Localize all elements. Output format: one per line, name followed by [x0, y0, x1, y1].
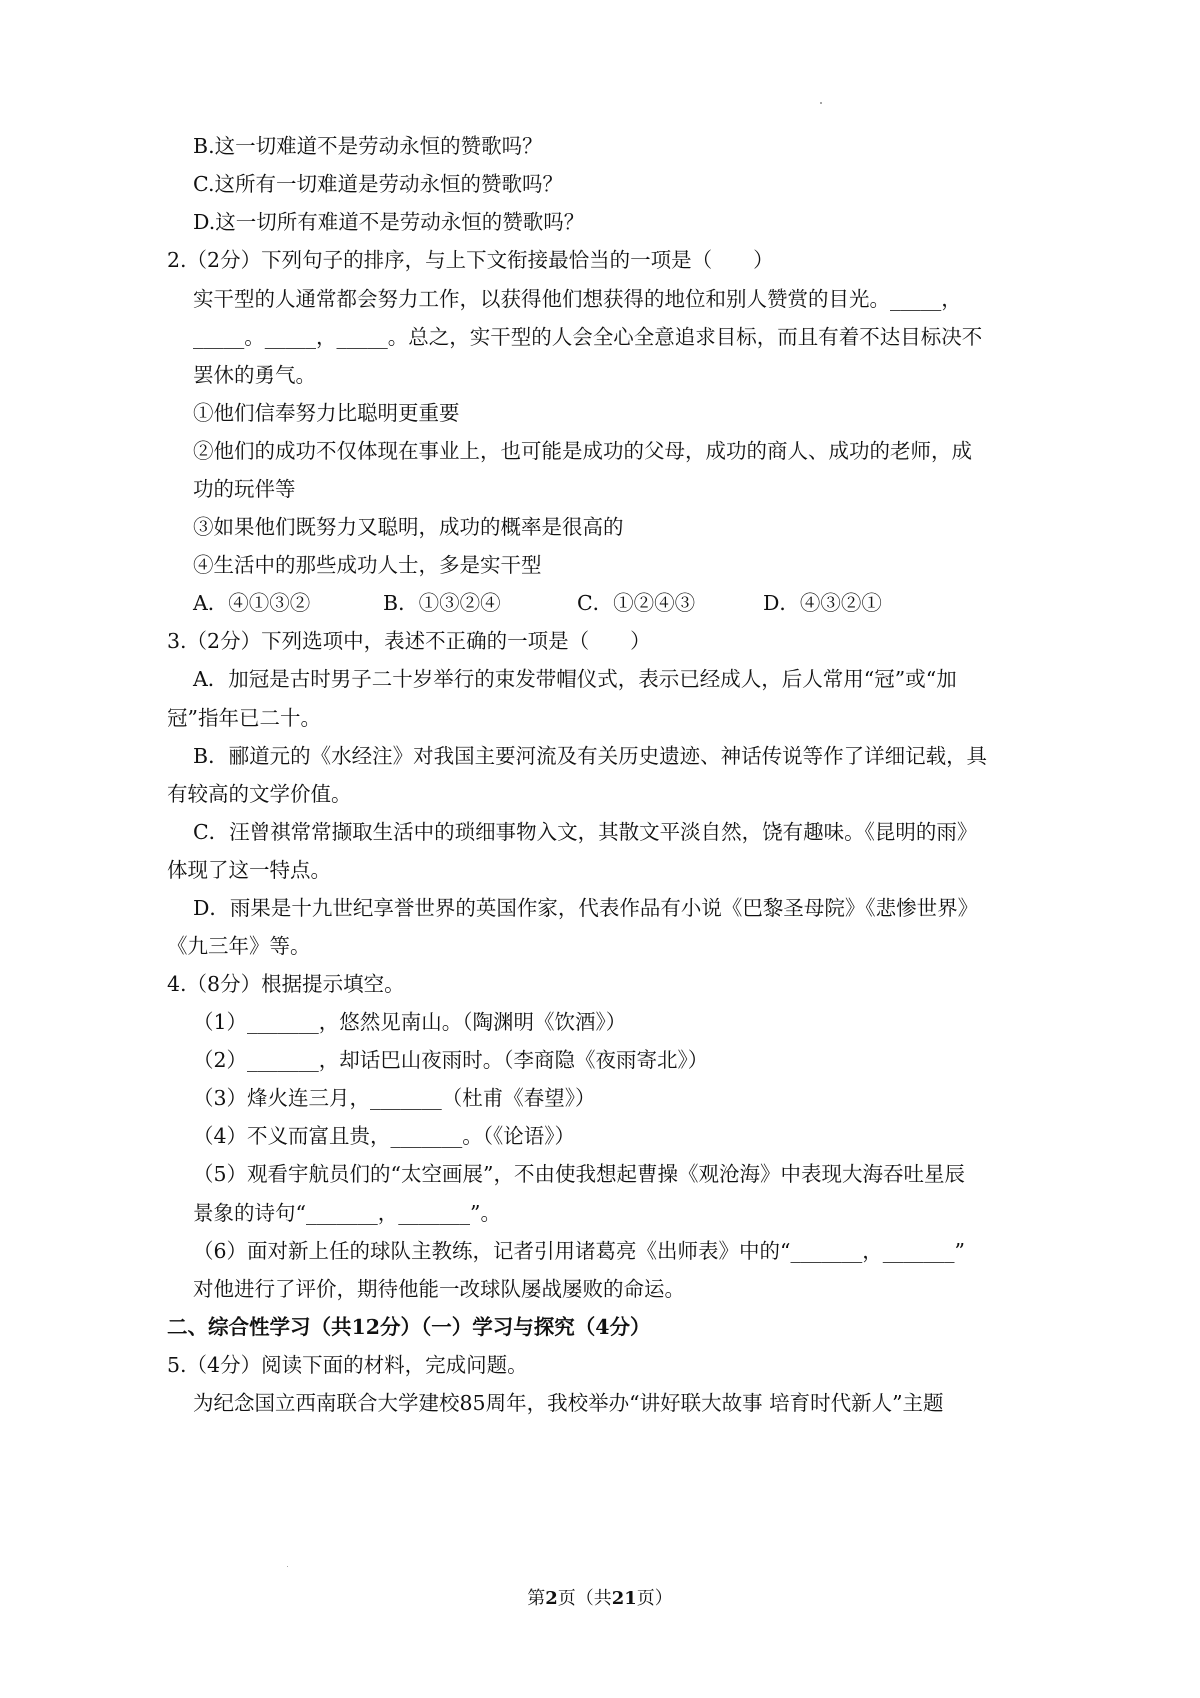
q1-option-c: C.这所有一切难道是劳动永恒的赞歌吗？ — [193, 172, 563, 196]
footer-total-pages: 21 — [611, 1588, 637, 1609]
q4-item: （3）烽火连三月，_______（杜甫《春望》） — [193, 1086, 596, 1110]
q4-item: （6）面对新上任的球队主教练，记者引用诸葛亮《出师表》中的“_______，_______” — [193, 1239, 966, 1263]
q3-option-line: A．加冠是古时男子二十岁举行的束发带帽仪式，表示已经成人，后人常用“冠”或“加 — [193, 667, 957, 691]
q3-option-line: 有较高的文学价值。 — [167, 782, 352, 806]
q2-option-c: C．①②④③ — [577, 591, 696, 615]
footer-middle: 页（共 — [557, 1588, 612, 1609]
q2-passage-line: 实干型的人通常都会努力工作，以获得他们想获得的地位和别人赞赏的目光。_____， — [193, 287, 962, 311]
q2-passage-line: _____。_____，_____。总之，实干型的人会全心全意追求目标，而且有着不达目标决不 — [193, 325, 983, 349]
q4-item: 对他进行了评价，期待他能一改球队屡战屡败的命运。 — [193, 1277, 685, 1301]
q3-option-line: C．汪曾祺常常撷取生活中的琐细事物入文，其散文平淡自然，饶有趣味。《昆明的雨》 — [193, 820, 978, 844]
q2-stem: 2.（2分）下列句子的排序，与上下文衔接最恰当的一项是（ ） — [167, 248, 774, 272]
footer-page-number: 2 — [545, 1588, 558, 1609]
q5-stem: 5.（4分）阅读下面的材料，完成问题。 — [167, 1353, 528, 1377]
q1-option-d: D.这一切所有难道不是劳动永恒的赞歌吗？ — [193, 210, 585, 234]
q4-item: （5）观看宇航员们的“太空画展”，不由使我想起曹操《观沧海》中表现大海吞吐星辰 — [193, 1162, 966, 1186]
q2-option-a: A．④①③② — [193, 591, 311, 615]
q2-sentence-2-cont: 功的玩伴等 — [193, 477, 296, 501]
q2-passage-line: 罢休的勇气。 — [193, 363, 316, 387]
q2-sentence-3: ③如果他们既努力又聪明，成功的概率是很高的 — [193, 515, 624, 539]
q2-sentence-4: ④生活中的那些成功人士，多是实干型 — [193, 553, 542, 577]
q3-option-line: 体现了这一特点。 — [167, 858, 331, 882]
q3-option-line: D．雨果是十九世纪享誉世界的英国作家，代表作品有小说《巴黎圣母院》《悲惨世界》 — [193, 896, 979, 920]
scan-speck — [820, 102, 822, 104]
q4-item: （1）_______，悠然见南山。（陶渊明《饮酒》） — [193, 1010, 627, 1034]
q2-sentence-2: ②他们的成功不仅体现在事业上，也可能是成功的父母，成功的商人、成功的老师，成 — [193, 439, 972, 463]
page-footer — [0, 1586, 1200, 1612]
scan-speck — [287, 1566, 288, 1567]
q2-option-b: B．①③②④ — [383, 591, 501, 615]
q4-item: （4）不义而富且贵，_______。（《论语》） — [193, 1124, 576, 1148]
q1-option-b: B.这一切难道不是劳动永恒的赞歌吗？ — [193, 134, 543, 158]
footer-suffix: 页） — [636, 1588, 673, 1609]
q4-item: 景象的诗句“_______，_______”。 — [193, 1201, 501, 1225]
q4-item: （2）_______，却话巴山夜雨时。（李商隐《夜雨寄北》） — [193, 1048, 709, 1072]
q3-option-line: 《九三年》等。 — [167, 934, 311, 958]
q2-option-d: D．④③②① — [763, 591, 882, 615]
q5-material-line: 为纪念国立西南联合大学建校85周年，我校举办“讲好联大故事 培育时代新人”主题 — [193, 1391, 944, 1415]
q3-option-line: 冠”指年已二十。 — [167, 706, 321, 730]
q3-stem: 3.（2分）下列选项中，表述不正确的一项是（ ） — [167, 629, 651, 653]
q2-sentence-1: ①他们信奉努力比聪明更重要 — [193, 401, 460, 425]
section-heading: 二、综合性学习（共12分）（一）学习与探究（4分） — [167, 1315, 651, 1339]
footer-prefix: 第 — [527, 1588, 546, 1609]
q3-option-line: B．郦道元的《水经注》对我国主要河流及有关历史遗迹、神话传说等作了详细记载，具 — [193, 744, 988, 768]
q4-stem: 4.（8分）根据提示填空。 — [167, 972, 405, 996]
